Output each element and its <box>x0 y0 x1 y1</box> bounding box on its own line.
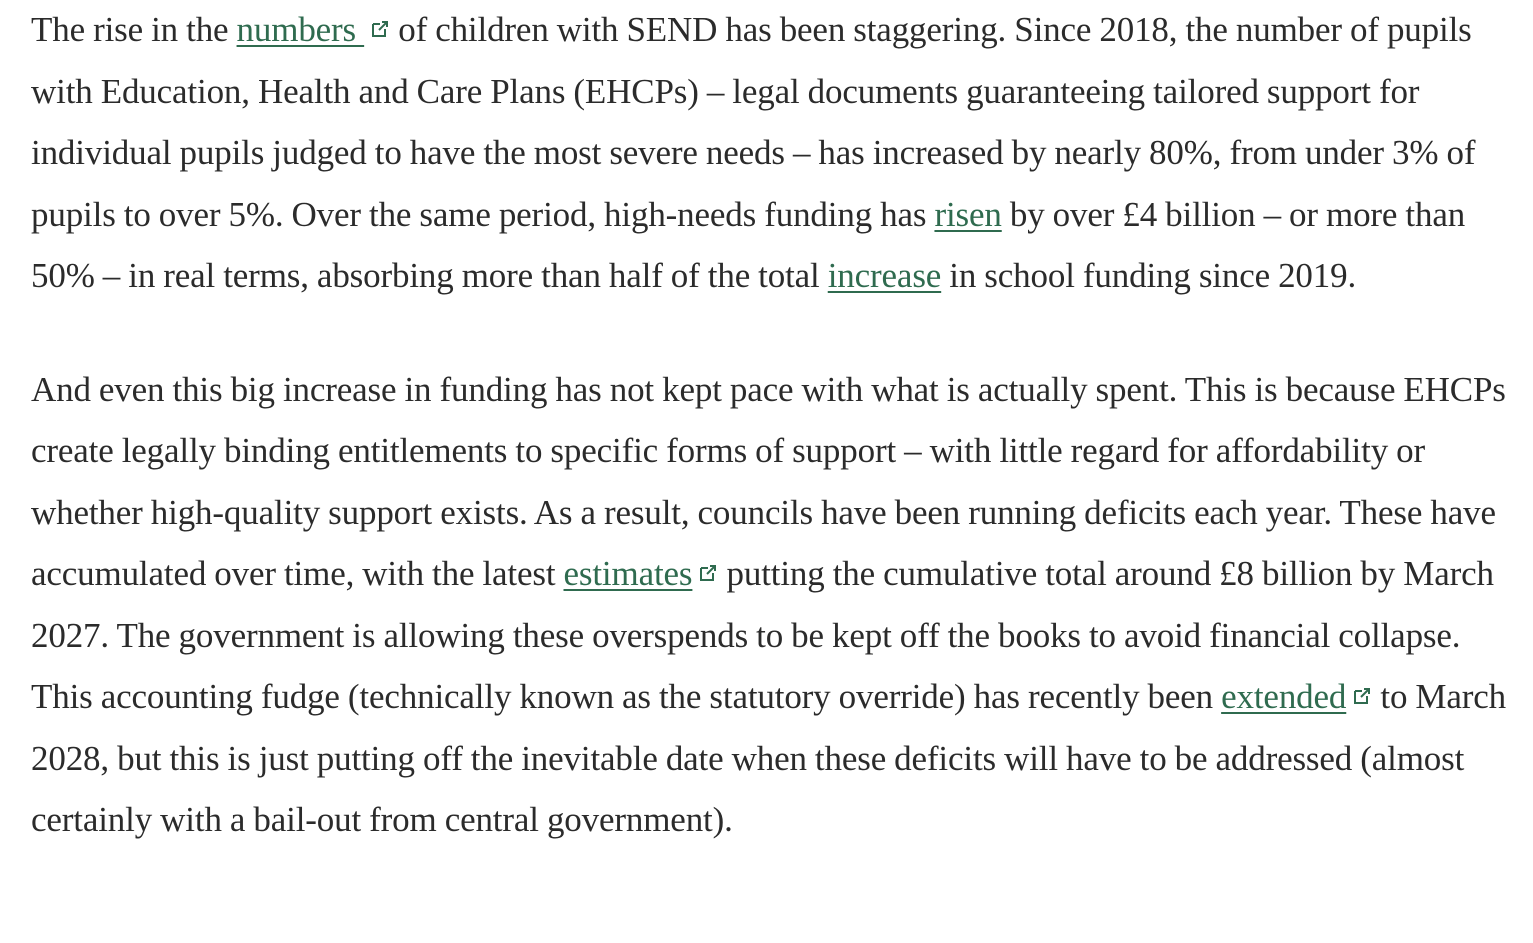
external-link-icon <box>698 563 718 583</box>
paragraph-funding-deficits <box>31 359 1526 851</box>
external-link-icon <box>1352 686 1372 706</box>
paragraph-text: of children with SEND has been staggering. Since 2018, the number of pupils with Education, Health and Care Plans (EHCPs) – legal documents guaranteeing tailored support for individual pupils judged to have the most severe needs – has increased by nearly 80%, from under 3% of pupils to over 5%. Over the same period, high-needs funding has <box>31 10 1476 234</box>
link-estimates[interactable]: estimates <box>563 554 693 593</box>
paragraph-text: by over £4 billion – or more than 50% – in real terms, absorbing more than half of the total <box>31 194 1466 295</box>
link-risen[interactable]: risen <box>934 194 1002 234</box>
paragraph-text: putting the cumulative total around £8 billion by March 2027. The government is allowing these overspends to be kept off the books to avoid financial collapse. This accounting fudge (technically known as the statutory override) has recently been <box>31 554 1494 716</box>
link-extended[interactable]: extended <box>1221 677 1347 716</box>
paragraph-text: in school funding since 2019. <box>941 256 1357 295</box>
paragraph-text: The rise in the <box>31 10 237 49</box>
article-body <box>31 0 1526 851</box>
external-link-icon <box>370 19 390 39</box>
link-increase[interactable]: increase <box>827 256 942 295</box>
paragraph-send-numbers <box>31 0 1526 307</box>
link-numbers[interactable]: numbers <box>236 10 365 49</box>
paragraph-text: to March 2028, but this is just putting off the inevitable date when these deficits will have to be addressed (almost certainly with a bail-out from central government). <box>31 677 1506 839</box>
paragraph-text: And even this big increase in funding has not kept pace with what is actually spent. This is because EHCPs create legally binding entitlements to specific forms of support – with little regard for affordability or whether high-quality support exists. As a result, councils have been running deficits each year. These have accumulated over time, with the latest <box>31 369 1506 593</box>
